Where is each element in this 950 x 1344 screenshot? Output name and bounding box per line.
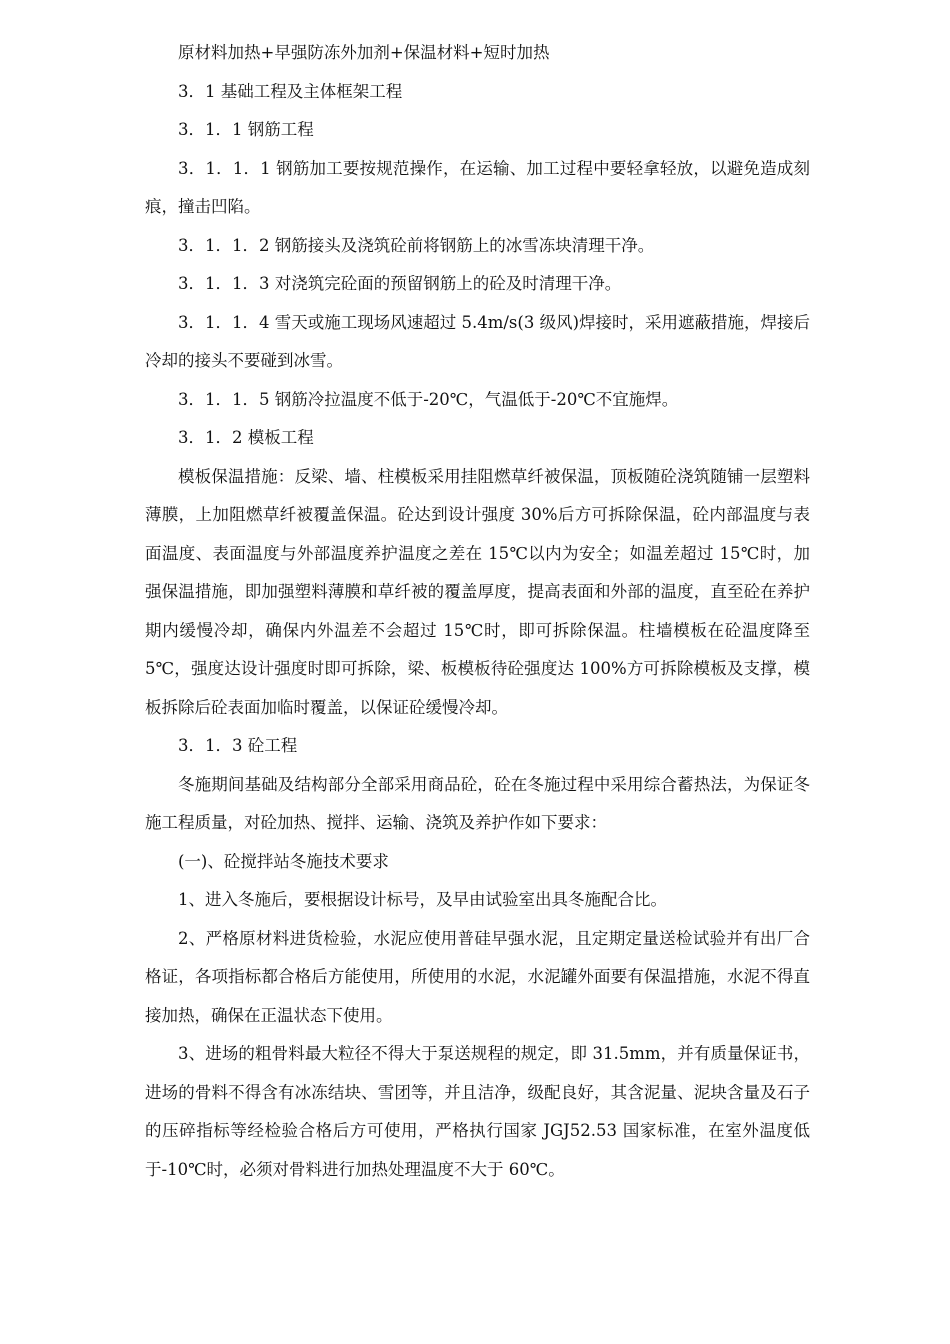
clause-3-1-1-2: 3．1．1．2 钢筋接头及浇筑砼前将钢筋上的冰雪冻块清理干净。 (178, 235, 655, 255)
section-heading-3-1: 3．1 基础工程及主体框架工程 (178, 81, 403, 101)
document-body (145, 34, 810, 1189)
requirement-1: 1、进入冬施后，要根据设计标号，及早由试验室出具冬施配合比。 (178, 890, 667, 909)
formwork-paragraph: 模板保温措施：反梁、墙、柱模板采用挂阻燃草纤被保温，顶板随砼浇筑随铺一层塑料薄膜，上加阻燃草纤被覆盖保温。砼达到设计强度 30%后方可拆除保温，砼内部温度与表面温度、表面温度与外部温度养护温度之差在 15℃以内为安全；如温差超过 15℃时，加强保温措施，即加强塑料薄膜和草纤被的覆盖厚度，提高表面和外部的温度，直至砼在养护期内缓慢冷却，确保内外温差不会超过 15℃时，即可拆除保温。柱墙模板在砼温度降至 5℃，强度达设计强度时即可拆除，梁、板模板待砼强度达 100%方可拆除模板及支撑，模板拆除后砼表面加临时覆盖，以保证砼缓慢冷却。 (145, 466, 810, 717)
section-heading-3-1-3: 3．1．3 砼工程 (178, 736, 298, 755)
clause-3-1-1-1: 3．1．1．1 钢筋加工要按规范操作，在运输、加工过程中要轻拿轻放，以避免造成刻痕，撞击凹陷。 (145, 158, 810, 216)
clause-3-1-1-4: 3．1．1．4 雪天或施工现场风速超过 5.4m/s(3 级风)焊接时，采用遮蔽措施，焊接后冷却的接头不要碰到冰雪。 (145, 312, 811, 370)
section-heading-3-1-1: 3．1．1 钢筋工程 (178, 120, 314, 139)
clause-3-1-1-3: 3．1．1．3 对浇筑完砼面的预留钢筋上的砼及时清理干净。 (178, 274, 622, 293)
clause-3-1-1-5: 3．1．1．5 钢筋冷拉温度不低于-20℃，气温低于-20℃不宜施焊。 (178, 389, 679, 409)
section-heading-3-1-2: 3．1．2 模板工程 (178, 428, 314, 447)
concrete-intro-paragraph: 冬施期间基础及结构部分全部采用商品砼，砼在冬施过程中采用综合蓄热法，为保证冬施工程质量，对砼加热、搅拌、运输、浇筑及养护作如下要求： (145, 774, 810, 832)
intro-line: 原材料加热+早强防冻外加剂+保温材料+短时加热 (178, 43, 550, 62)
subsection-heading-1: (一)、砼搅拌站冬施技术要求 (178, 851, 389, 871)
requirement-3: 3、进场的粗骨料最大粒径不得大于泵送规程的规定，即 31.5mm，并有质量保证书，进场的骨料不得含有冰冻结块、雪团等，并且洁净，级配良好，其含泥量、泥块含量及石子的压碎指标等经检验合格后方可使用，严格执行国家 JGJ52.53 国家标准，在室外温度低于-10℃时，必须对骨料进行加热处理温度不大于 60℃。 (145, 1044, 810, 1179)
requirement-2: 2、严格原材料进货检验，水泥应使用普硅早强水泥，且定期定量送检试验并有出厂合格证，各项指标都合格后方能使用，所使用的水泥，水泥罐外面要有保温措施，水泥不得直接加热，确保在正温状态下使用。 (145, 928, 810, 1025)
